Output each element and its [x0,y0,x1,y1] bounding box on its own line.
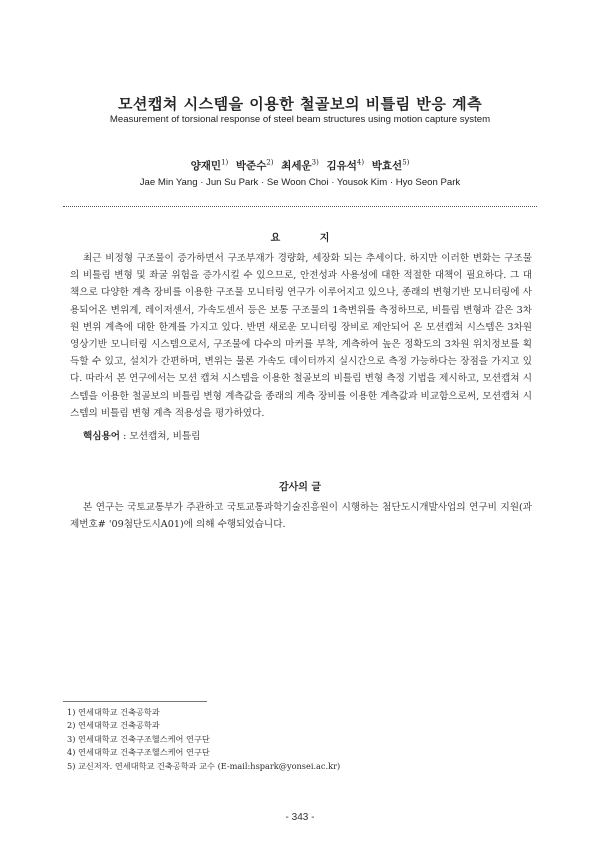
author-4: 김유석$^{4)}$ [326,158,365,172]
keywords-line [83,428,200,442]
paper-title: 모션캡쳐 시스템을 이용한 철골보의 비틀림 반응 계측 [117,95,483,113]
paper-subtitle-english: Measurement of torsional response of steel beam structures using motion capture system [109,114,491,125]
abstract-heading: 요 지 [270,233,348,244]
abstract-body: 최근 비정형 구조물이 증가하면서 구조부재가 경량화, 세장화 되는 추세이다. 하지만 이러한 변화는 구조물의 비틀림 변형 및 좌굴 위험을 증가시킬 수 있으므로, 안전성과 사용성에 대한 적절한 대책이 필요하다. 그 대책으로 다양한 계측 장비를 이용한 구조물 모니터링 연구가 이루어지고 있으나, 종래의 변형기반 모니터링에 사용되어온 변위계, 레이저센서, 가속도센서 등은 보통 구조물의 1축변위를 측정하므로, 비틀림 변형과 같은 3차원 변위 계측에 대한 한계를 가지고 있다. 반면 새로운 모니터링 장비로 제안되어 온 모션캡쳐 시스템은 3차원 영상기반 모니터링 시스템으로서, 구조물에 다수의 마커를 부착, 계측하여 높은 정확도의 3차원 위치정보를 획득할 수 있고, 설치가 간편하며, 변위는 물론 가속도 데이터까지 실시간으로 측정 가능하다는 장점을 가지고 있다. 따라서 본 연구에서는 모션 캡쳐 시스템을 이용한 철골보의 비틀림 변형 측정 기법을 제시하고, 모션캡쳐 시스템을 이용한 철골보의 비틀림 변형 계측값을 종래의 계측 장비를 이용한 계측값과 비교함으로써, 모션캡쳐 시스템의 비틀림 변형 계측 적용성을 평가하였다. [70,253,532,419]
footnote-item: 3) 연세대학교 건축구조헬스케어 연구단 [67,733,210,744]
footnotes [67,706,340,773]
page-number: - 343 - [285,812,315,823]
acknowledgement-heading: 감사의 글 [278,482,322,493]
footnote-item: 5) 교신저자. 연세대학교 건축공학과 교수 (E-mail:hspark@yonsei.ac.kr) [67,760,341,771]
authors-english: Jae Min Yang · Jun Su Park · Se Woon Choi · Yousok Kim · Hyo Seon Park [139,177,461,188]
footnote-rule [63,701,207,702]
keywords-value: 모션캡쳐, 비틀림 [129,431,201,442]
author-5: 박효선$^{5)}$ [371,158,410,172]
authors-korean [0,158,600,173]
footnote-item: 1) 연세대학교 건축공학과 [67,707,160,717]
author-2: 박준수$^{2)}$ [235,158,274,172]
author-1: 양재민$^{1)}$ [190,158,229,172]
section-divider [63,206,537,207]
acknowledgement-body: 본 연구는 국토교통부가 주관하고 국토교통과학기술진흥원이 시행하는 첨단도시개발사업의 연구비 지원(과제번호# '09첨단도시A01)에 의해 수행되었습니다. [70,502,532,531]
author-3: 최세운$^{3)}$ [281,158,319,172]
keywords-label: 핵심용어 [83,431,121,442]
footnote-item: 4) 연세대학교 건축구조헬스케어 연구단 [67,747,210,758]
keywords-separator: : [120,431,130,442]
footnote-item: 2) 연세대학교 건축공학과 [67,720,160,731]
